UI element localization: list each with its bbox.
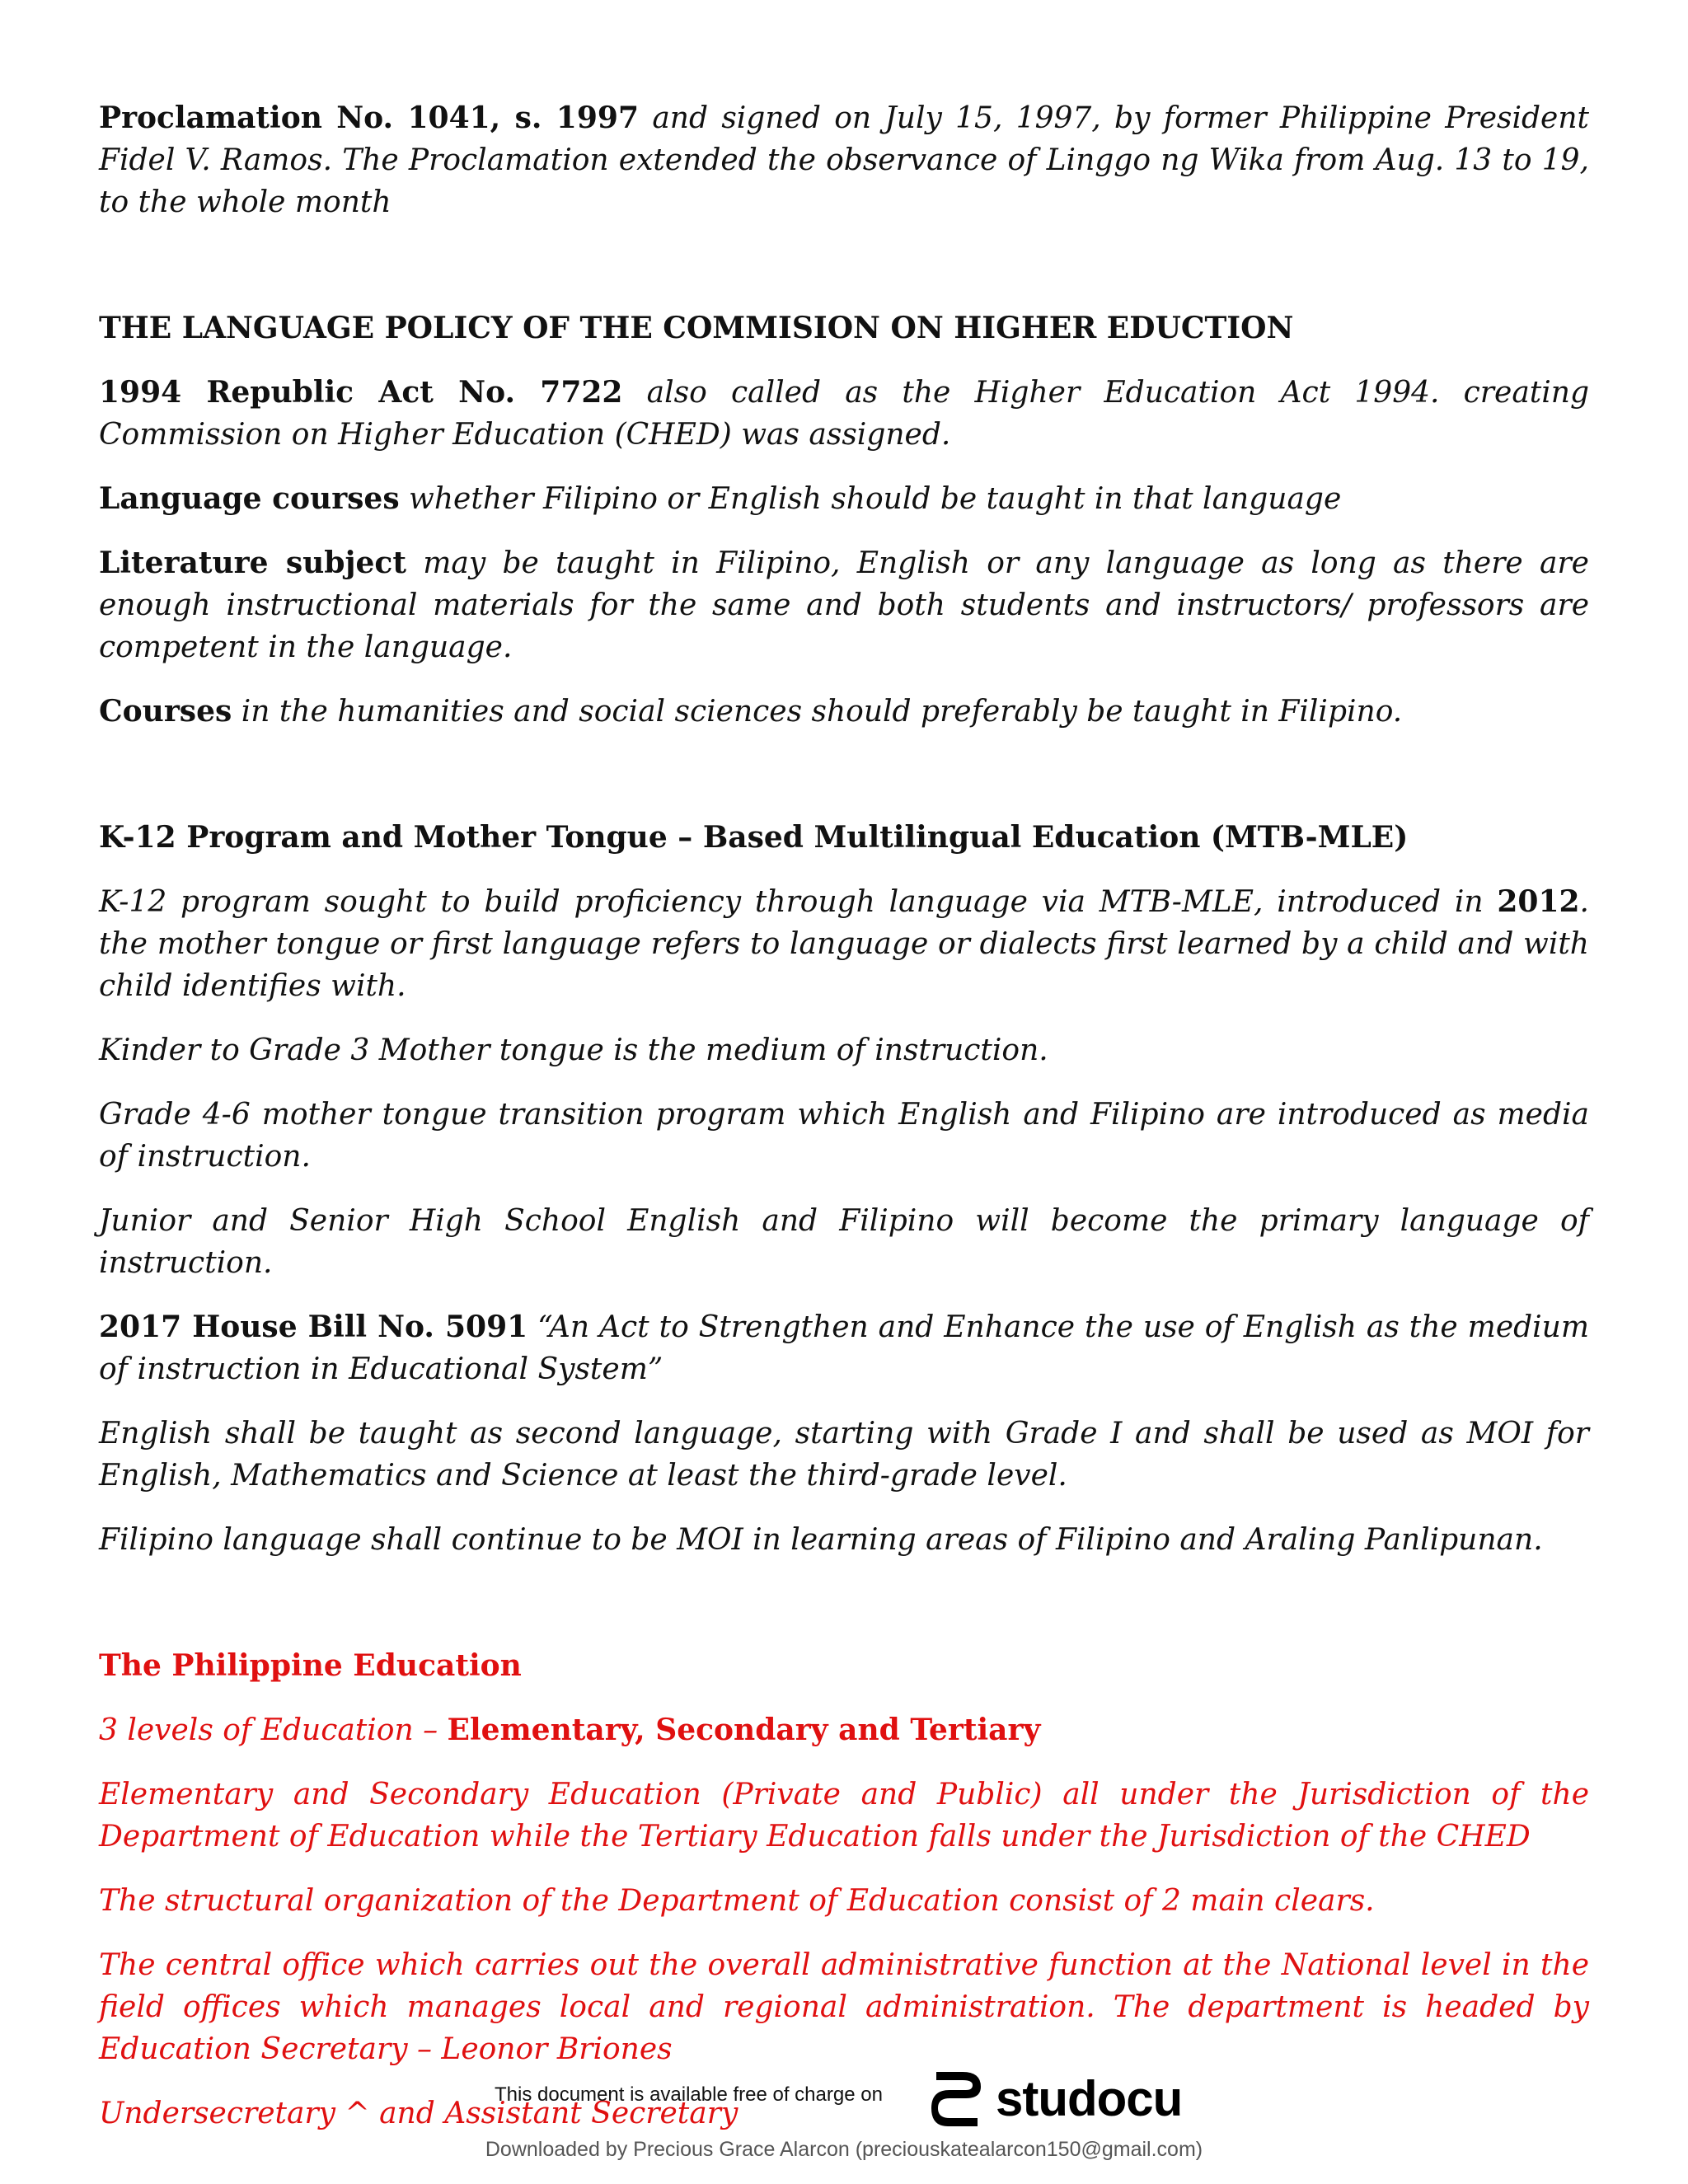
intro-bold: Proclamation No. 1041, s. 1997 [99,101,640,135]
k12-paragraph: Filipino language shall continue to be MOI in learning areas of Filipino and Araling Panlipunan. [99,1523,1543,1557]
ched-item: Literature subject may be taught in Filipino, English or any language as long as there are enough instructional materials for the same and both students and instructors/ professors are competent in the language. [99,546,1589,664]
k12-paragraph: English shall be taught as second language, starting with Grade I and shall be used as MOI for English, Mathematics and Science at least the third-grade level. [99,1417,1589,1493]
document-body [99,97,1589,2157]
available-text: This document is available free of charge on [495,2083,883,2106]
k12-paragraph: Grade 4-6 mother tongue transition program which English and Filipino are introduced as media of instruction. [99,1098,1589,1174]
ched-item: 1994 Republic Act No. 7722 also called as the Higher Education Act 1994. creating Commission on Higher Education (CHED) was assigned. [99,375,1589,452]
ched-item: Courses in the humanities and social sciences should preferably be taught in Filipino. [99,694,1403,729]
k12-paragraph: K-12 program sought to build proficiency through language via MTB-MLE, introduced in 2012. the mother tongue or first language refers to language or dialects first learned by a child and with child identifies with. [99,884,1589,1003]
ph-paragraph: The structural organization of the Department of Education consist of 2 main clears. [99,1884,1375,1918]
k12-paragraph: 2017 House Bill No. 5091 “An Act to Strengthen and Enhance the use of English as the medium of instruction in Educational System” [99,1310,1589,1386]
k12-paragraph: Kinder to Grade 3 Mother tongue is the medium of instruction. [99,1033,1048,1067]
studocu-banner [0,2060,1688,2126]
downloaded-by: Downloaded by Precious Grace Alarcon (preciouskatealarcon150@gmail.com) [485,2138,1203,2161]
ph-paragraph: Undersecretary ^ and Assistant Secretary [99,2097,738,2130]
studocu-logo-icon [930,2065,987,2131]
studocu-brand: studocu [996,2070,1183,2126]
ph-levels: 3 levels of Education – Elementary, Secondary and Tertiary [99,1713,1041,1747]
ched-heading: THE LANGUAGE POLICY OF THE COMMISION ON HIGHER EDUCTION [99,311,1294,345]
studocu-logo-link[interactable] [930,2065,1182,2131]
k12-paragraph: Junior and Senior High School English and Filipino will become the primary language of instruction. [99,1204,1589,1280]
intro-paragraph [99,97,1589,223]
intro-text: and signed on July 15, 1997, by former Philippine President Fidel V. Ramos. The Proclamation extended the observance of Linggo ng Wika from Aug. 13 to 19, to the whole month [99,101,1589,219]
ph-paragraph: Elementary and Secondary Education (Private and Public) all under the Jurisdiction of the Department of Education while the Tertiary Education falls under the Jurisdiction of the CHED [99,1778,1589,1854]
k12-heading: K-12 Program and Mother Tongue – Based Multilingual Education (MTB-MLE) [99,820,1409,855]
ched-item: Language courses whether Filipino or English should be taught in that language [99,481,1342,516]
ph-heading: The Philippine Education [99,1648,522,1683]
ph-paragraph: The central office which carries out the overall administrative function at the National level in the field offices which manages local and regional administration. The department is headed by Education Secretary – Leonor Briones [99,1948,1589,2066]
